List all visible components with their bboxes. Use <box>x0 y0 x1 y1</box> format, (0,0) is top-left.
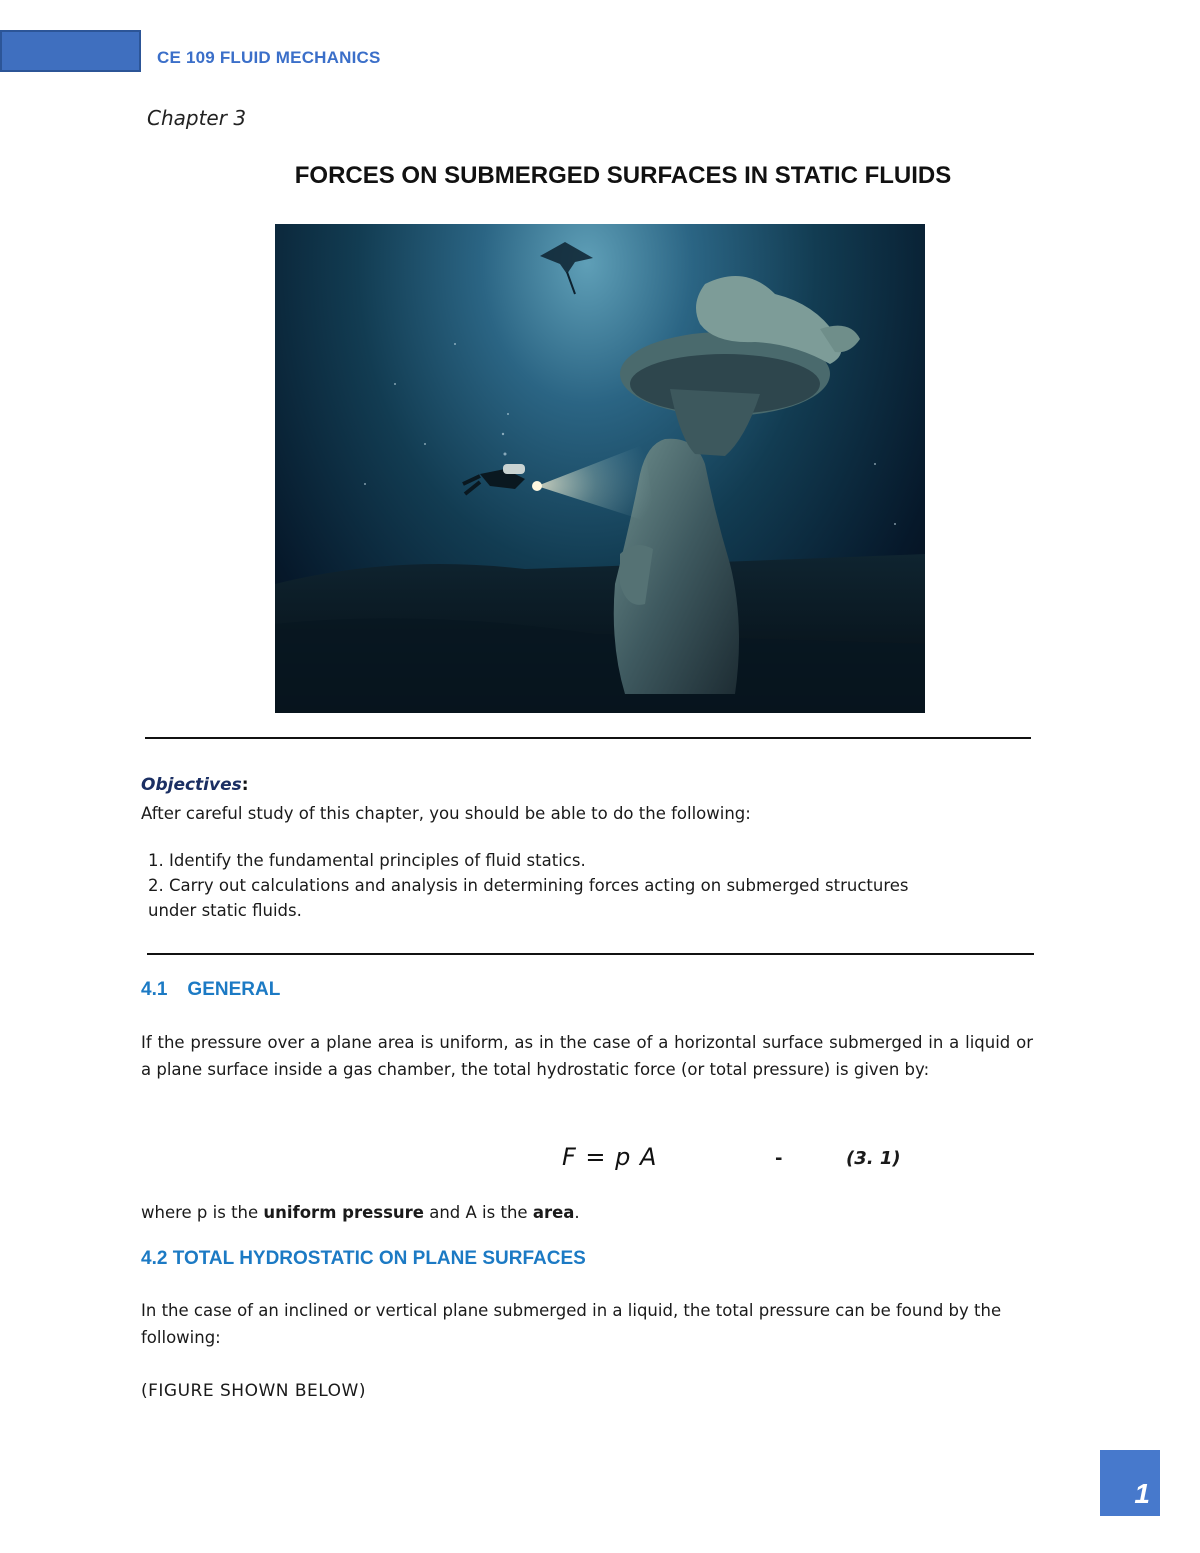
divider-line <box>145 737 1031 739</box>
plane-surfaces-paragraph: In the case of an inclined or vertical plane submerged in a liquid, the total pressure can be found by the following: <box>141 1301 1002 1347</box>
course-title: CE 109 FLUID MECHANICS <box>157 48 381 67</box>
general-paragraph: If the pressure over a plane area is uniform, as in the case of a horizontal surface submerged in a liquid or a plane surface inside a gas chamber, the total hydrostatic force (or total pressure) is given by: <box>141 1033 1033 1079</box>
section-heading-general: 4.1 GENERAL <box>141 979 281 1000</box>
page-number-box <box>1100 1450 1160 1516</box>
objectives-intro: After careful study of this chapter, you should be able to do the following: <box>141 804 751 823</box>
objectives-list <box>148 848 948 923</box>
figure-note: (FIGURE SHOWN BELOW) <box>141 1381 366 1401</box>
list-item: 2. Carry out calculations and analysis in determining forces acting on submerged structures under static fluids. <box>148 876 909 920</box>
page-number: 1 <box>1134 1478 1150 1509</box>
equation: F = p A <box>562 1143 658 1171</box>
page-title: FORCES ON SUBMERGED SURFACES IN STATIC FLUIDS <box>294 162 952 189</box>
section-heading-plane-surfaces: 4.2 TOTAL HYDROSTATIC ON PLANE SURFACES <box>141 1248 586 1269</box>
divider-line <box>147 953 1034 955</box>
header-color-block <box>0 30 141 72</box>
underwater-statue-photo <box>275 224 925 713</box>
objectives-heading: Objectives: <box>141 775 249 795</box>
where-sentence: where p is the uniform pressure and A is the area. <box>141 1203 580 1222</box>
chapter-label: Chapter 3 <box>147 106 247 130</box>
equation-number: (3. 1) <box>846 1148 901 1169</box>
list-item: 1. Identify the fundamental principles of fluid statics. <box>148 851 586 870</box>
underwater-scene-illustration <box>275 224 925 713</box>
equation-separator: - <box>775 1148 783 1169</box>
diver-figure <box>463 464 525 494</box>
